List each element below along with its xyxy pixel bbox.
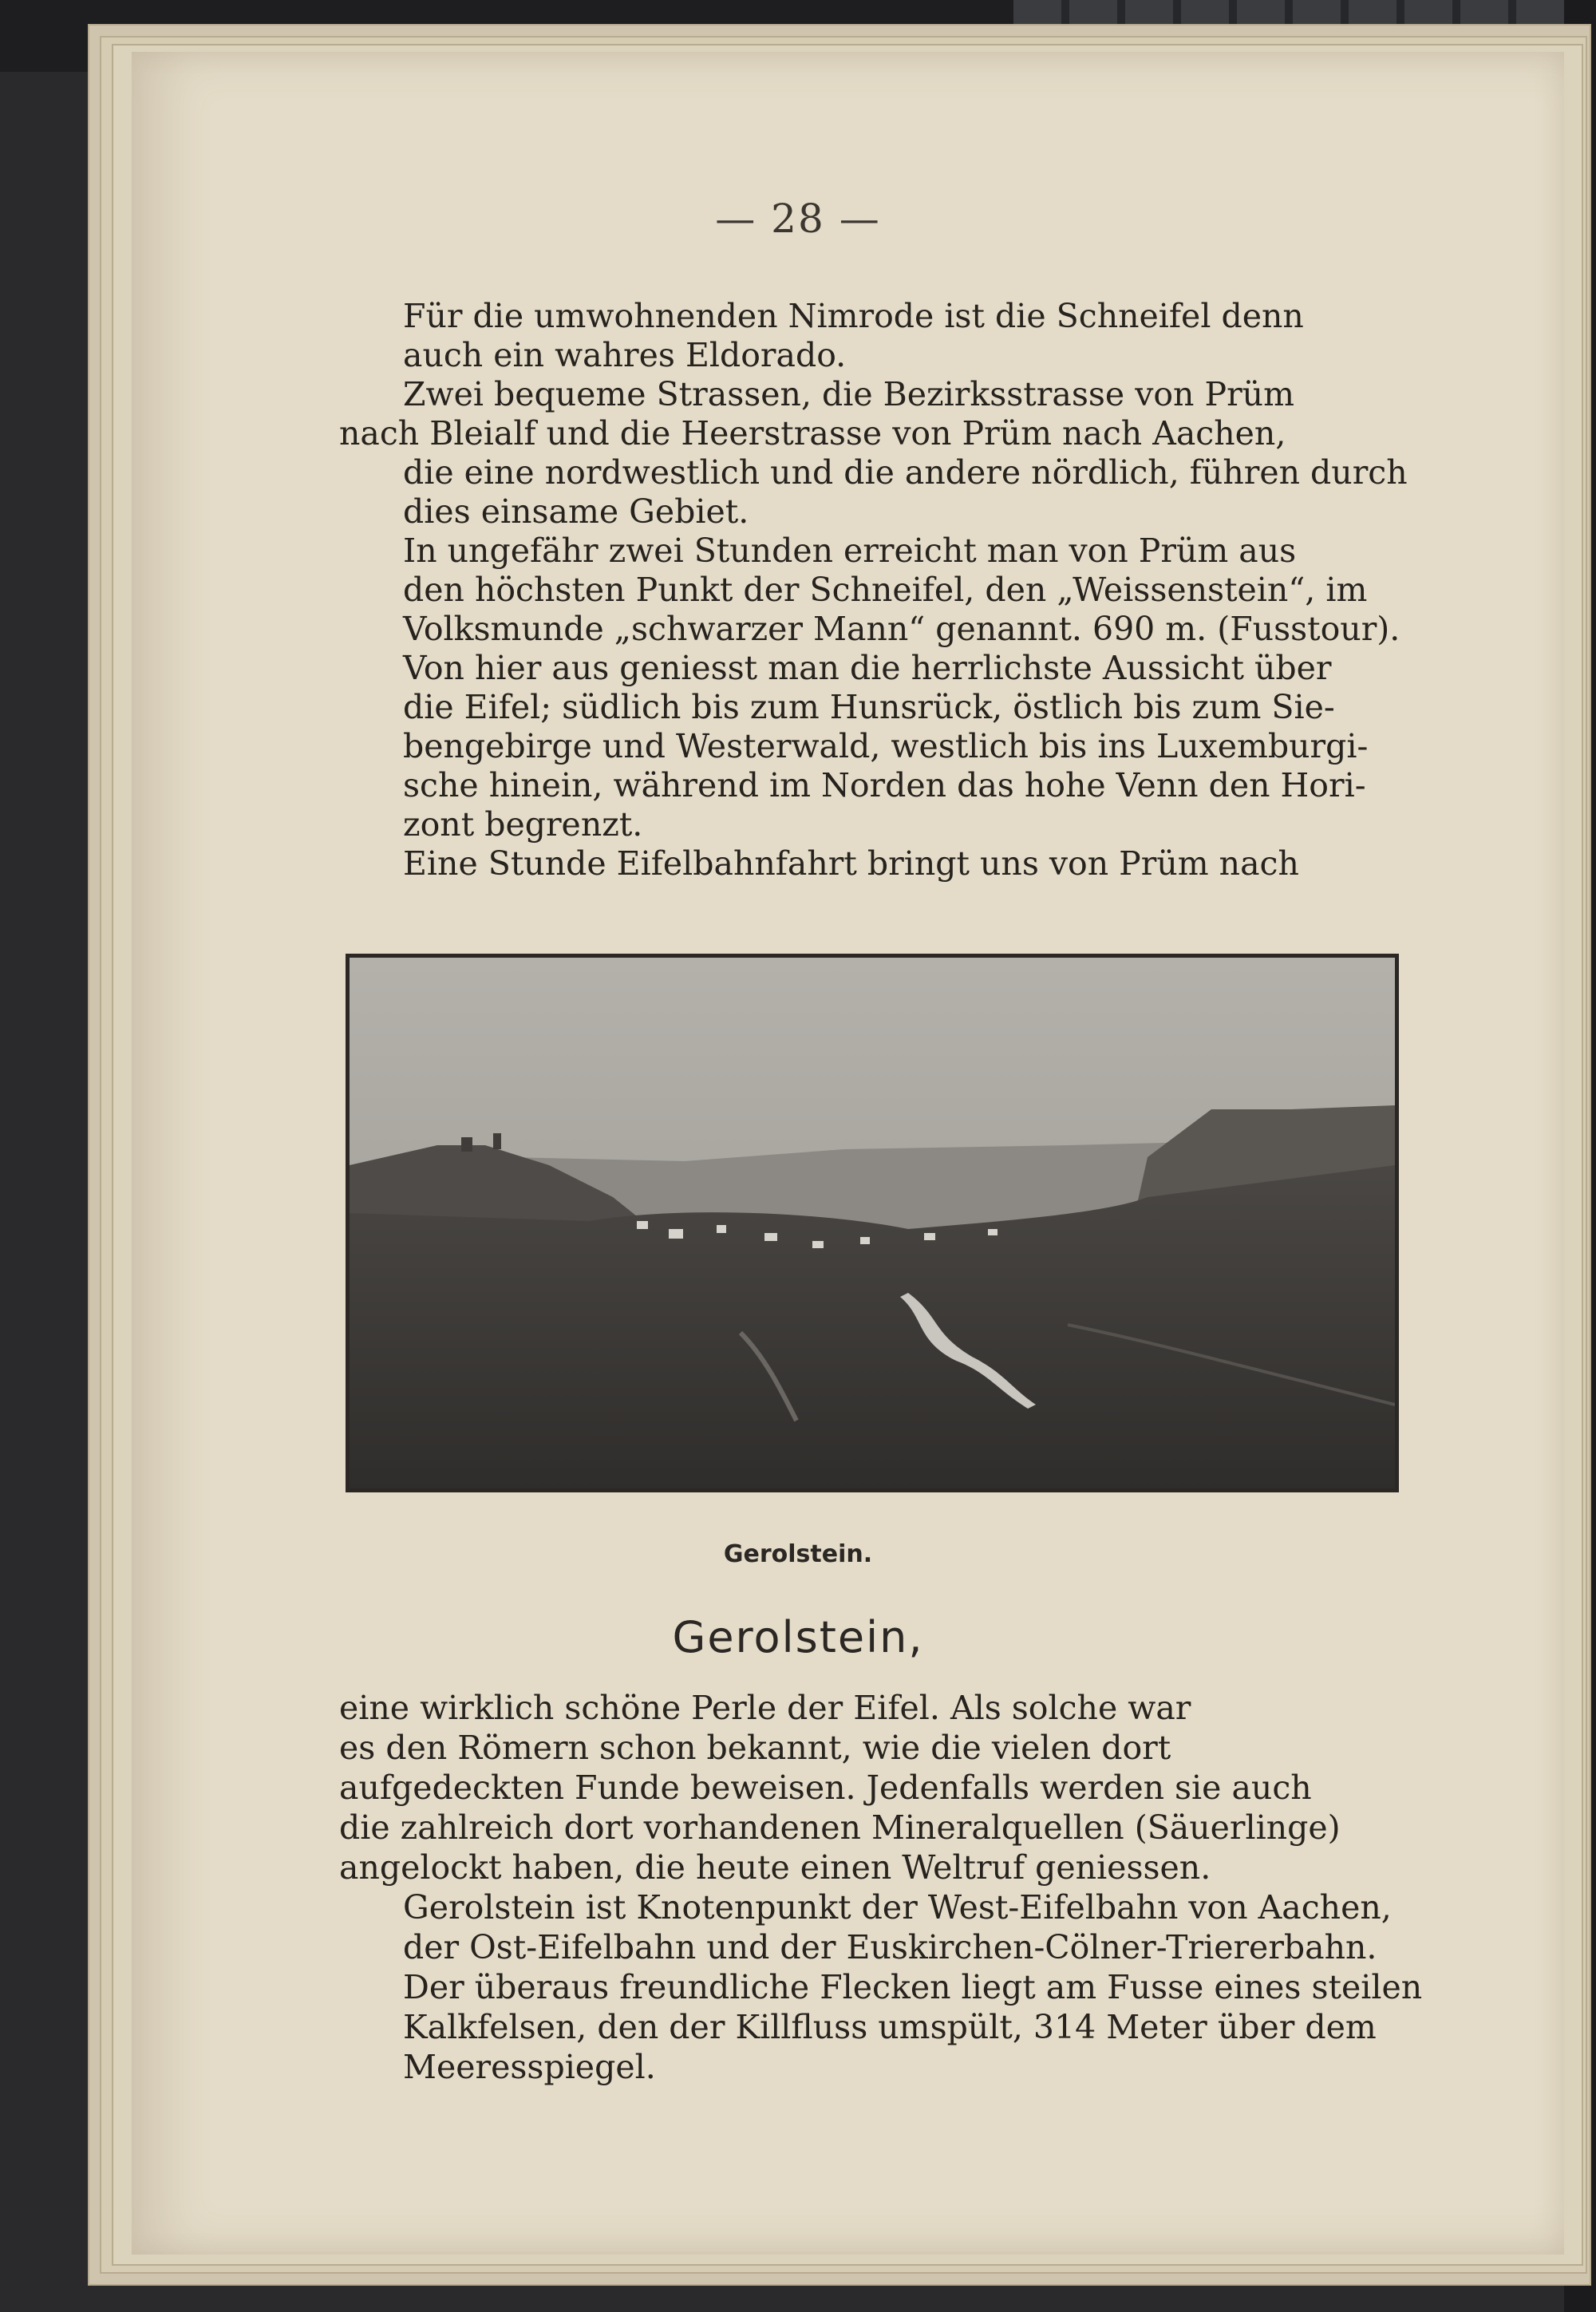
text-line: die Eifel; südlich bis zum Hunsrück, östlich bis zum Sie- <box>403 688 1335 726</box>
text-line: Zwei bequeme Strassen, die Bezirksstrasse von Prüm <box>403 375 1294 413</box>
paragraph <box>339 297 1416 375</box>
text-line: bengebirge und Westerwald, westlich bis ins Luxemburgi- <box>403 727 1369 765</box>
text-line: Für die umwohnenden Nimrode ist die Schneifel denn <box>403 297 1304 335</box>
text-line: zont begrenzt. <box>403 805 643 844</box>
text-line: In ungefähr zwei Stunden erreicht man von Prüm aus <box>403 532 1297 570</box>
paragraph <box>339 1688 1416 1887</box>
section-heading: Gerolstein, <box>672 1612 924 1662</box>
text-line: Gerolstein ist Knotenpunkt der West-Eifelbahn von Aachen, <box>403 1888 1392 1927</box>
photo-caption: Gerolstein. <box>723 1540 873 1568</box>
text-line: nach Bleialf und die Heerstrasse von Prüm nach Aachen, <box>339 414 1286 453</box>
page-number: — 28 — <box>715 196 881 242</box>
text-line: der Ost-Eifelbahn und der Euskirchen-Cölner-Triererbahn. <box>403 1928 1377 1966</box>
paragraph <box>339 649 1416 844</box>
paragraph <box>339 375 1416 532</box>
landscape-illustration <box>350 958 1395 1488</box>
text-line: den höchsten Punkt der Schneifel, den „Weissenstein“, im <box>403 571 1368 609</box>
text-line: Meeresspiegel. <box>403 2048 656 2086</box>
text-line: Kalkfelsen, den der Killfluss umspült, 314 Meter über dem <box>403 2008 1377 2046</box>
text-line: die zahlreich dort vorhandenen Mineralquellen (Säuerlinge) <box>339 1808 1341 1847</box>
text-line: die eine nordwestlich und die andere nördlich, führen durch <box>403 453 1408 492</box>
text-line: aufgedeckten Funde beweisen. Jedenfalls werden sie auch <box>339 1769 1312 1807</box>
intro-text <box>339 297 1416 883</box>
text-line: angelockt haben, die heute einen Weltruf geniessen. <box>339 1848 1211 1887</box>
paragraph <box>339 532 1416 649</box>
text-line: Volksmunde „schwarzer Mann“ genannt. 690 m. (Fusstour). <box>403 610 1400 648</box>
text-line: Von hier aus geniesst man die herrlichste Aussicht über <box>403 649 1332 687</box>
gerolstein-photo <box>346 954 1399 1492</box>
text-line: auch ein wahres Eldorado. <box>403 336 847 374</box>
text-line: eine wirklich schöne Perle der Eifel. Als solche war <box>339 1689 1191 1727</box>
paragraph <box>339 844 1416 883</box>
text-line: sche hinein, während im Norden das hohe Venn den Hori- <box>403 766 1366 804</box>
paragraph <box>339 1887 1423 2087</box>
text-line: dies einsame Gebiet. <box>403 492 749 531</box>
main-text <box>339 1688 1423 2087</box>
text-line: Eine Stunde Eifelbahnfahrt bringt uns von Prüm nach <box>403 844 1299 883</box>
text-line: es den Römern schon bekannt, wie die vielen dort <box>339 1729 1171 1767</box>
text-line: Der überaus freundliche Flecken liegt am Fusse eines steilen <box>403 1968 1423 2006</box>
